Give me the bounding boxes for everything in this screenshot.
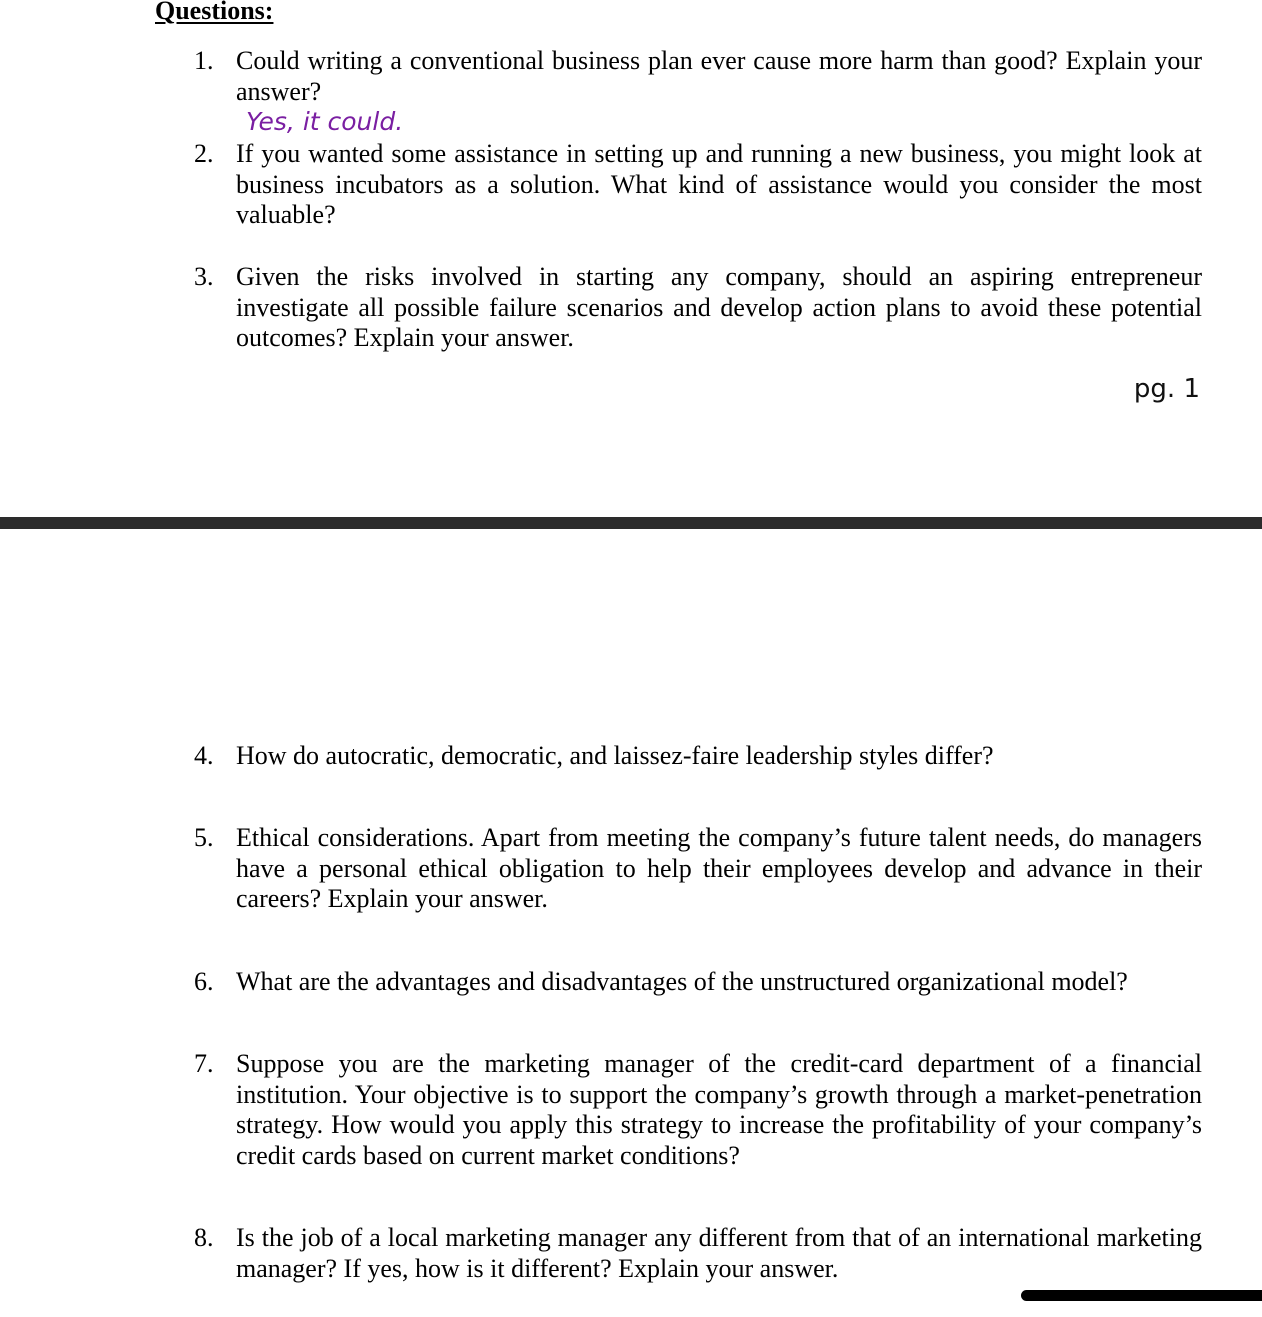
question-number: 4.	[194, 741, 214, 770]
question-text: Is the job of a local marketing manager any different from that of an international marketing manager? If yes, how is it different? Explain your answer.	[236, 1223, 1202, 1283]
question-text: Suppose you are the marketing manager of the credit-card department of a financial institution. Your objective is to support the company’s growth through a market-penetration strategy. How would you apply this strategy to increase the profitability of your company’s credit cards based on current market conditions?	[236, 1049, 1202, 1170]
question-number: 8.	[194, 1223, 214, 1252]
question-4	[194, 741, 1202, 772]
question-5	[194, 823, 1202, 915]
question-6	[194, 967, 1202, 998]
question-number: 7.	[194, 1049, 214, 1078]
question-number: 3.	[194, 262, 214, 291]
question-3	[194, 262, 1202, 354]
question-text: Ethical considerations. Apart from meeting the company’s future talent needs, do managers have a personal ethical obligation to help their employees develop and advance in their careers? Explain your answer.	[236, 823, 1202, 913]
question-7	[194, 1049, 1202, 1171]
question-8	[194, 1223, 1202, 1284]
question-text: How do autocratic, democratic, and laissez-faire leadership styles differ?	[236, 741, 994, 770]
question-number: 1.	[194, 46, 214, 75]
question-text: Could writing a conventional business plan ever cause more harm than good? Explain your answer?	[236, 46, 1202, 106]
question-text: Given the risks involved in starting any company, should an aspiring entrepreneur investigate all possible failure scenarios and develop action plans to avoid these potential outcomes? Explain your answer.	[236, 262, 1202, 352]
question-number: 5.	[194, 823, 214, 852]
question-number: 6.	[194, 967, 214, 996]
question-text: If you wanted some assistance in setting up and running a new business, you might look at business incubators as a solution. What kind of assistance would you consider the most valuable?	[236, 139, 1202, 229]
scroll-indicator[interactable]	[1021, 1290, 1262, 1301]
page-number: pg. 1	[1133, 374, 1200, 404]
question-text: What are the advantages and disadvantages of the unstructured organizational model?	[236, 967, 1128, 996]
page-heading: Questions:	[155, 0, 274, 25]
handwritten-answer-text: Yes, it could.	[246, 107, 404, 136]
question-2	[194, 139, 1202, 231]
page-divider	[0, 517, 1262, 529]
question-1	[194, 46, 1202, 107]
question-number: 2.	[194, 139, 214, 168]
handwritten-answer	[244, 106, 404, 140]
